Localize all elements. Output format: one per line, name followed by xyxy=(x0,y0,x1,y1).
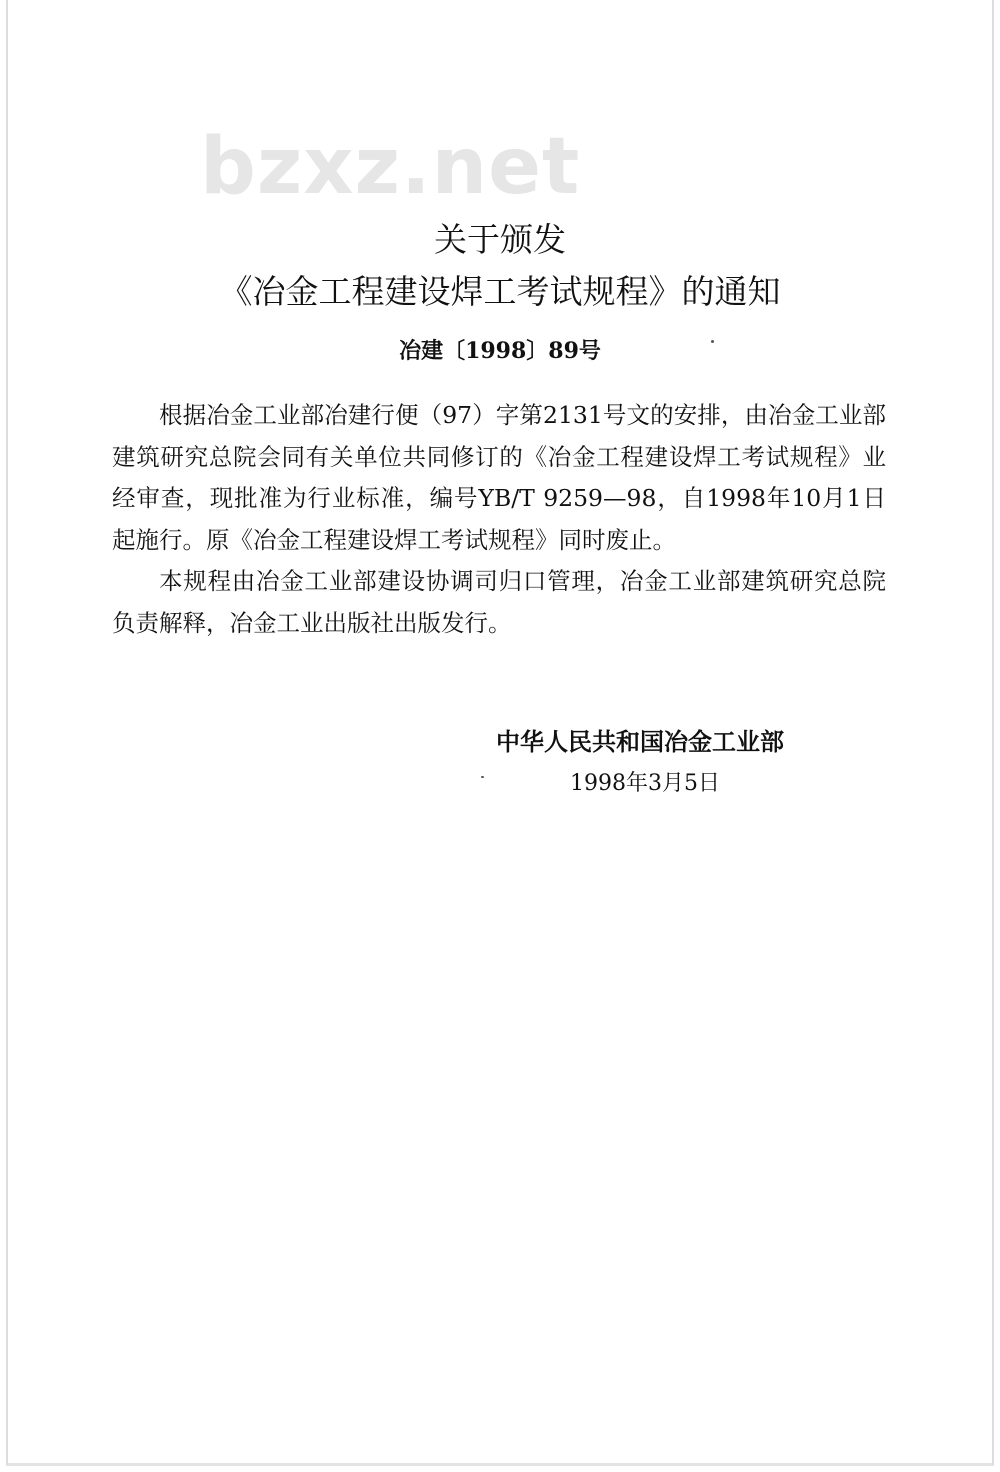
document-number: 冶建〔1998〕89号 xyxy=(399,338,601,364)
notice-title-line-2: 《冶金工程建设焊工考试规程》的通知 xyxy=(219,272,781,311)
body-paragraph-1: 根据冶金工业部冶建行便（97）字第2131号文的安排，由冶金工业部建筑研究总院会同有关单位共同修订的《冶金工程建设焊工考试规程》业经审查，现批准为行业标准，编号YB/T 9259—98，自1998年10月1日起施行。原《冶金工程建设焊工考试规程》同时废止。 xyxy=(112,401,886,554)
scan-speck xyxy=(481,776,484,778)
scan-speck xyxy=(711,340,714,343)
body-paragraph-2: 本规程由冶金工业部建设协调司归口管理，冶金工业部建筑研究总院负责解释，冶金工业出版社出版发行。 xyxy=(112,567,886,637)
notice-body xyxy=(112,395,886,644)
issue-date: 1998年3月5日 xyxy=(570,771,720,796)
notice-title-line-1: 关于颁发 xyxy=(434,220,566,259)
issuing-authority: 中华人民共和国冶金工业部 xyxy=(496,727,784,756)
watermark: bzxz.net xyxy=(200,122,581,212)
